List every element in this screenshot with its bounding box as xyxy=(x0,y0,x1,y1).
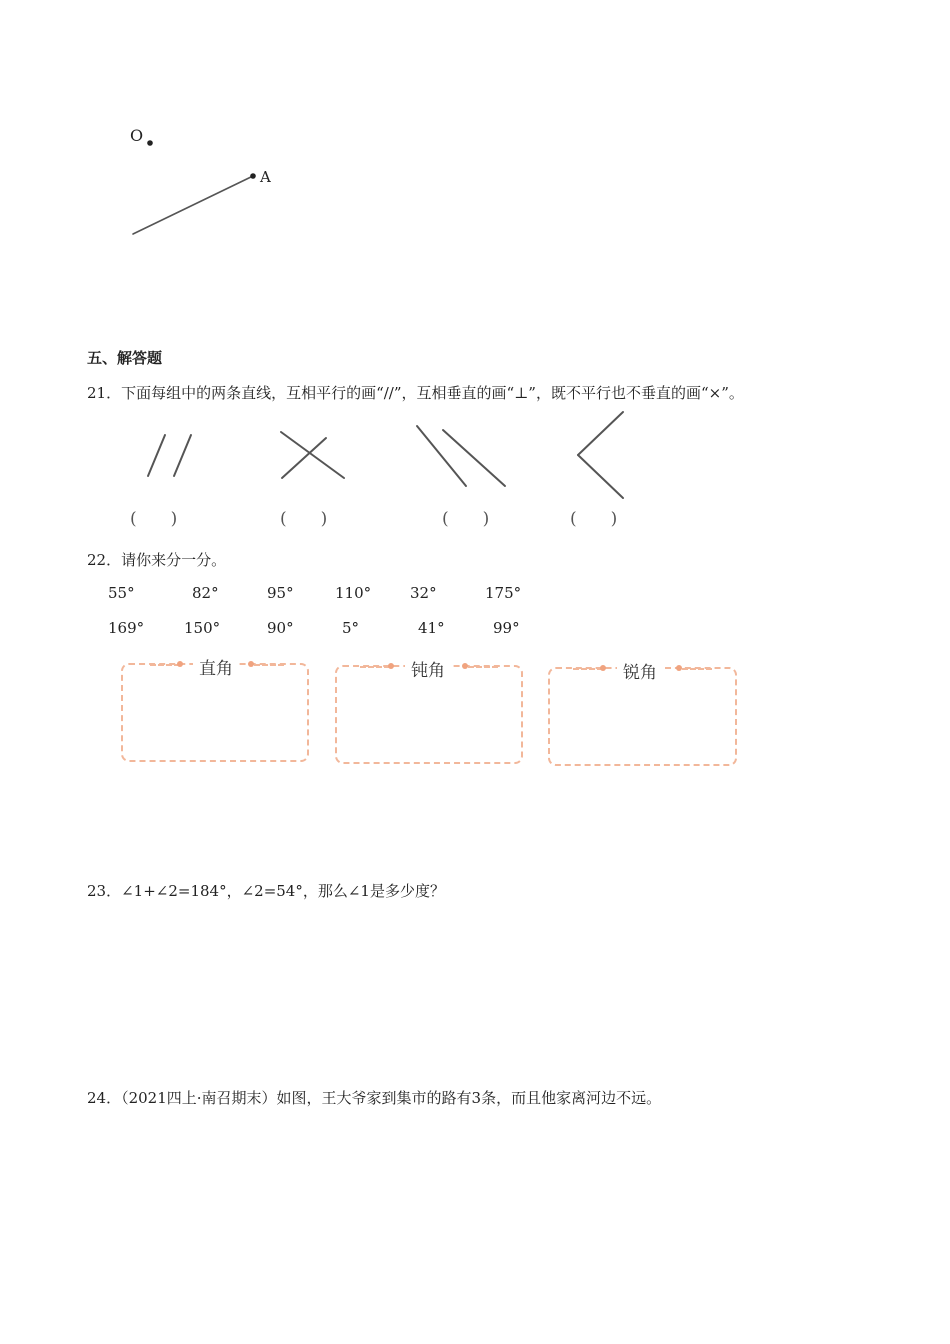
acute-angle-label: 锐角 xyxy=(617,658,663,683)
angle-value: 175° xyxy=(485,584,522,602)
q21-answer-1[interactable]: ( ) xyxy=(130,509,178,529)
label-o: O xyxy=(130,126,144,145)
ray-figure xyxy=(0,0,950,260)
angle-value: 110° xyxy=(335,584,372,602)
angle-value: 55° xyxy=(108,584,135,602)
pair4-line2 xyxy=(578,455,623,498)
point-o xyxy=(147,140,153,146)
angle-value: 32° xyxy=(410,584,437,602)
q21-answer-2[interactable]: ( ) xyxy=(280,509,328,529)
angle-value: 150° xyxy=(184,619,221,637)
pair4-line1 xyxy=(578,412,623,455)
section-title: 五、解答题 xyxy=(87,349,163,367)
obtuse-angle-label: 钝角 xyxy=(405,656,451,681)
pair3-line1 xyxy=(417,426,466,486)
question-23-text: 23．∠1+∠2=184°，∠2=54°，那么∠1是多少度？ xyxy=(87,882,445,900)
box-connector xyxy=(682,668,712,670)
box-connector xyxy=(360,666,390,668)
label-a: A xyxy=(260,168,271,186)
ray-line xyxy=(133,176,253,234)
box-connector xyxy=(468,666,498,668)
angle-value: 169° xyxy=(108,619,145,637)
box-dot xyxy=(177,661,183,667)
angle-value: 90° xyxy=(267,619,294,637)
question-22-text: 22．请你来分一分。 xyxy=(87,551,227,569)
q21-answer-4[interactable]: ( ) xyxy=(570,509,618,529)
angle-value: 99° xyxy=(493,619,520,637)
q21-answer-3[interactable]: ( ) xyxy=(442,509,490,529)
pair1-line2 xyxy=(174,435,191,476)
box-connector xyxy=(150,664,180,666)
box-connector xyxy=(573,668,603,670)
point-a xyxy=(250,173,256,179)
question-24-text: 24．（2021四上·南召期末）如图，王大爷家到集市的路有3条，而且他家离河边不远。 xyxy=(87,1089,662,1107)
right-angle-label: 直角 xyxy=(193,654,239,679)
angle-value: 41° xyxy=(418,619,445,637)
pair1-line1 xyxy=(148,435,165,476)
angle-value: 82° xyxy=(192,584,219,602)
box-connector xyxy=(254,664,284,666)
q21-line-pairs xyxy=(0,400,950,510)
box-dot xyxy=(600,665,606,671)
angle-value: 5° xyxy=(342,619,360,637)
pair3-line2 xyxy=(443,430,505,486)
box-dot xyxy=(388,663,394,669)
angle-value: 95° xyxy=(267,584,294,602)
pair2-line2 xyxy=(282,438,326,478)
question-21-text: 21．下面每组中的两条直线，互相平行的画“//”，互相垂直的画“⊥”，既不平行也不垂直的画“×”。 xyxy=(87,384,744,402)
